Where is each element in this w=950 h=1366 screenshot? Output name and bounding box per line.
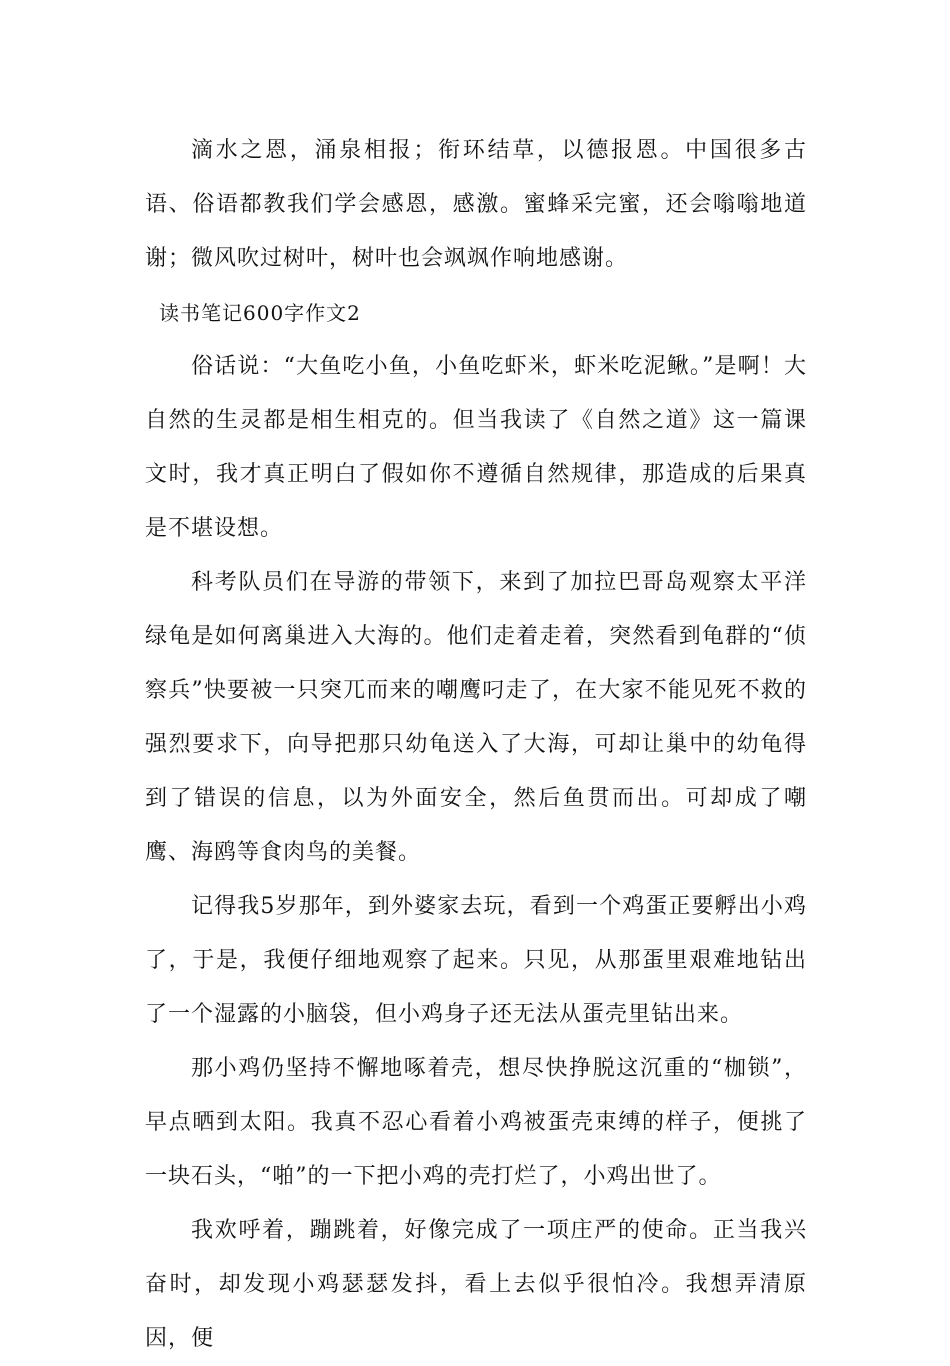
paragraph-turtles: 科考队员们在导游的带领下，来到了加拉巴哥岛观察太平洋绿龟是如何离巢进入大海的。他们走着走着，突然看到龟群的“侦察兵”快要被一只突兀而来的嘲鹰叼走了，在大家不能见死不救的强烈要求下，向导把那只幼龟送入了大海，可却让巢中的幼龟得到了错误的信息，以为外面安全，然后鱼贯而出。可却成了嘲鹰、海鸥等食肉鸟的美餐。	[145, 570, 807, 865]
paragraph-proverb: 俗话说：“大鱼吃小鱼，小鱼吃虾米，虾米吃泥鳅。”是啊！大自然的生灵都是相生相克的。但当我读了《自然之道》这一篇课文时，我才真正明白了假如你不遵循自然规律，那造成的后果真是不堪设想。	[145, 354, 807, 541]
paragraph-gratitude: 滴水之恩，涌泉相报；衔环结草，以德报恩。中国很多古语、俗语都教我们学会感恩，感激。蜜蜂采完蜜，还会嗡嗡地道谢；微风吹过树叶，树叶也会飒飒作响地感谢。	[145, 138, 807, 271]
paragraph-chick-shell: 那小鸡仍坚持不懈地啄着壳，想尽快挣脱这沉重的“枷锁”，早点晒到太阳。我真不忍心看着小鸡被蛋壳束缚的样子，便挑了一块石头，“啪”的一下把小鸡的壳打烂了，小鸡出世了。	[145, 1056, 807, 1189]
document-body	[145, 124, 807, 1366]
paragraph-chick-cold: 我欢呼着，蹦跳着，好像完成了一项庄严的使命。正当我兴奋时，却发现小鸡瑟瑟发抖，看上去似乎很怕冷。我想弄清原因，便	[145, 1218, 807, 1351]
section-heading: 读书笔记600字作文2	[159, 301, 361, 325]
paragraph-chick-memory: 记得我5岁那年，到外婆家去玩，看到一个鸡蛋正要孵出小鸡了，于是，我便仔细地观察了起来。只见，从那蛋里艰难地钻出了一个湿露的小脑袋，但小鸡身子还无法从蛋壳里钻出来。	[145, 894, 807, 1027]
